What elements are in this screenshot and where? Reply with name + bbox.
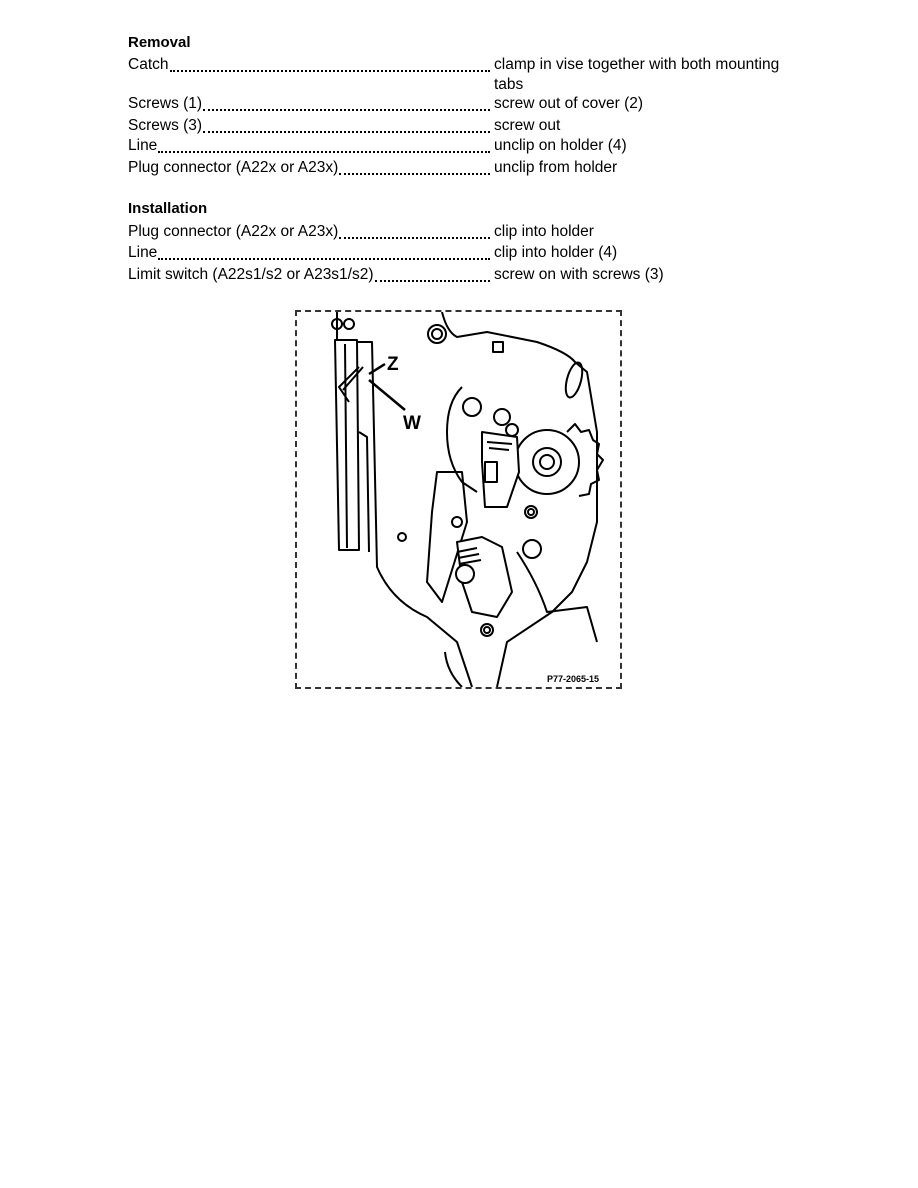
step-item: Catch [128,56,169,73]
callout-w: W [403,413,421,434]
leader-dots [203,131,490,133]
figure-code: P77-2065-15 [547,674,600,684]
step-action: clip into holder [494,223,594,240]
leader-dots [339,237,490,239]
leader-dots [375,280,490,282]
installation-heading: Installation [128,200,208,217]
step-item: Limit switch (A22s1/s2 or A23s1/s2) [128,266,374,283]
step-item: Line [128,137,158,154]
limit-switch-illustration [295,310,622,689]
step-item: Plug connector (A22x or A23x) [128,159,339,176]
step-item: Screws (3) [128,117,203,134]
step-item: Plug connector (A22x or A23x) [128,223,339,240]
leader-dots [158,258,490,260]
removal-heading: Removal [128,34,191,51]
leader-dots [339,173,490,175]
leader-dots [203,109,490,111]
leader-dots [158,151,490,153]
step-action: clip into holder (4) [494,244,618,261]
step-item: Screws (1) [128,95,203,112]
callout-z: Z [387,354,399,375]
step-action: screw on with screws (3) [494,266,664,283]
step-action: unclip on holder (4) [494,137,627,154]
step-action: clamp in vise together with both mounting tabs [494,56,780,93]
step-action: screw out [494,117,561,134]
step-action: unclip from holder [494,159,618,176]
step-action: screw out of cover (2) [494,95,644,112]
step-item: Line [128,244,158,261]
leader-dots [170,70,491,72]
removal-step-1 [128,55,808,95]
